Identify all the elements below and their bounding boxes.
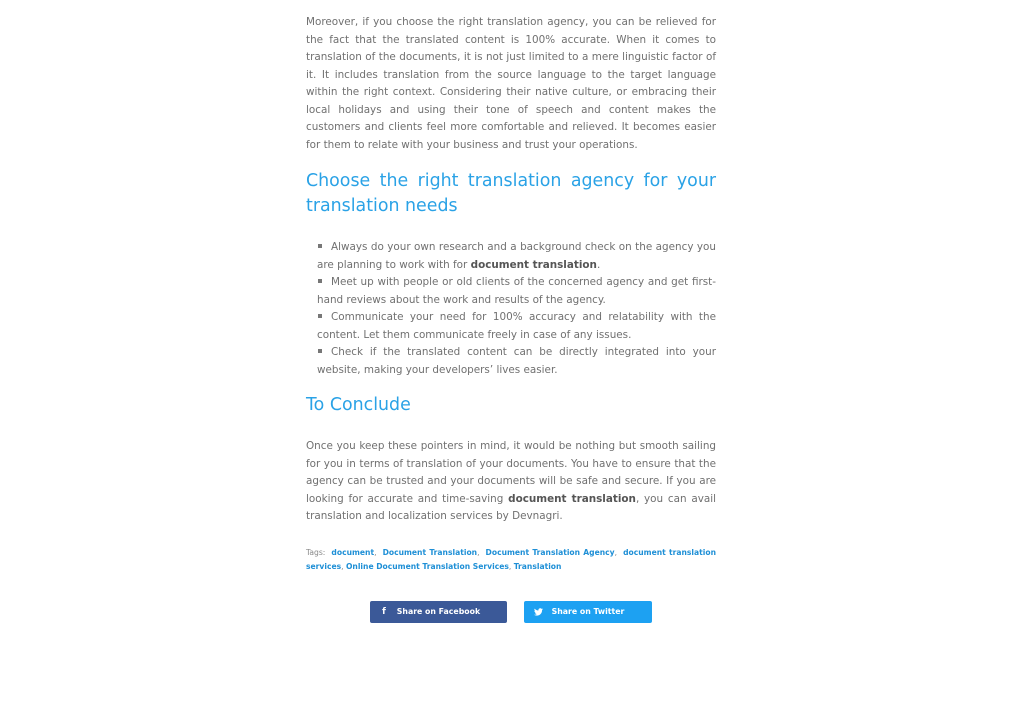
share-twitter-label: Share on Twitter [551, 607, 625, 616]
tag-link-document-translation-agency[interactable]: Document Translation Agency [485, 547, 615, 557]
document-translation-link[interactable]: document translation [470, 258, 597, 271]
tag-link-online-document-translation-services[interactable]: Online Document Translation Services [345, 561, 509, 571]
intro-paragraph: Moreover, if you choose the right translation agency, you can be relieved for the fact that the translated content is 100% accurate. When it comes to translation of the documents, it is not just limited to a mere linguistic factor of it. It includes translation from the source language to the target language within the right context. Considering their native culture, or embracing their local holidays and using their tone of speech and content makes the customers and clients feel more comfortable and relieved. It becomes easier for them to relate with your business and trust your operations. [306, 16, 716, 151]
list-item [317, 344, 716, 379]
list-item-text-end: . [596, 258, 601, 271]
tags-list: Tags: document, Document Translation, Document Translation Agency, document translation services, Online Document Translation Services, Translation [306, 547, 717, 571]
conclusion-text-end: , you can avail translation and localization services by Devnagri. [306, 492, 716, 522]
section-heading-choose: Choose the right translation agency for your translation needs [306, 171, 716, 216]
tags-label: Tags: [306, 547, 326, 557]
square-bullet-icon [318, 314, 322, 318]
tag-link-document[interactable]: document [331, 547, 375, 557]
tag-link-translation[interactable]: Translation [513, 561, 562, 571]
tips-list [306, 239, 716, 379]
tag-link-document-translation-services[interactable]: document translation services [306, 547, 717, 571]
square-bullet-icon [318, 244, 322, 248]
list-item-text: Meet up with people or old clients of the concerned agency and get first-hand reviews about the work and results of the agency. [317, 276, 716, 306]
share-facebook-button[interactable] [370, 601, 507, 623]
conclusion-paragraph [306, 438, 716, 526]
list-item [317, 309, 716, 344]
list-item [317, 274, 716, 309]
share-buttons [370, 601, 652, 623]
list-item [317, 239, 716, 274]
article-body [306, 14, 716, 574]
document-translation-link[interactable]: document translation [508, 492, 636, 505]
facebook-icon: f [382, 607, 386, 617]
tag-link-document-translation[interactable]: Document Translation [382, 547, 478, 557]
list-item-text: Always do your own research and a background check on the agency you are planning to work with for [317, 241, 716, 271]
conclusion-text: Once you keep these pointers in mind, it would be nothing but smooth sailing for you in terms of translation of your documents. You have to ensure that the agency can be trusted and your documents will be safe and secure. If you are looking for accurate and time-saving [306, 440, 716, 505]
share-facebook-label: Share on Facebook [396, 607, 481, 616]
square-bullet-icon [318, 279, 322, 283]
square-bullet-icon [318, 349, 322, 353]
list-item-text: Check if the translated content can be directly integrated into your website, making your developers’ lives easier. [317, 346, 716, 376]
section-heading-conclude: To Conclude [306, 395, 411, 415]
share-twitter-button[interactable] [524, 601, 652, 623]
list-item-text: Communicate your need for 100% accuracy and relatability with the content. Let them communicate freely in case of any issues. [317, 311, 716, 341]
